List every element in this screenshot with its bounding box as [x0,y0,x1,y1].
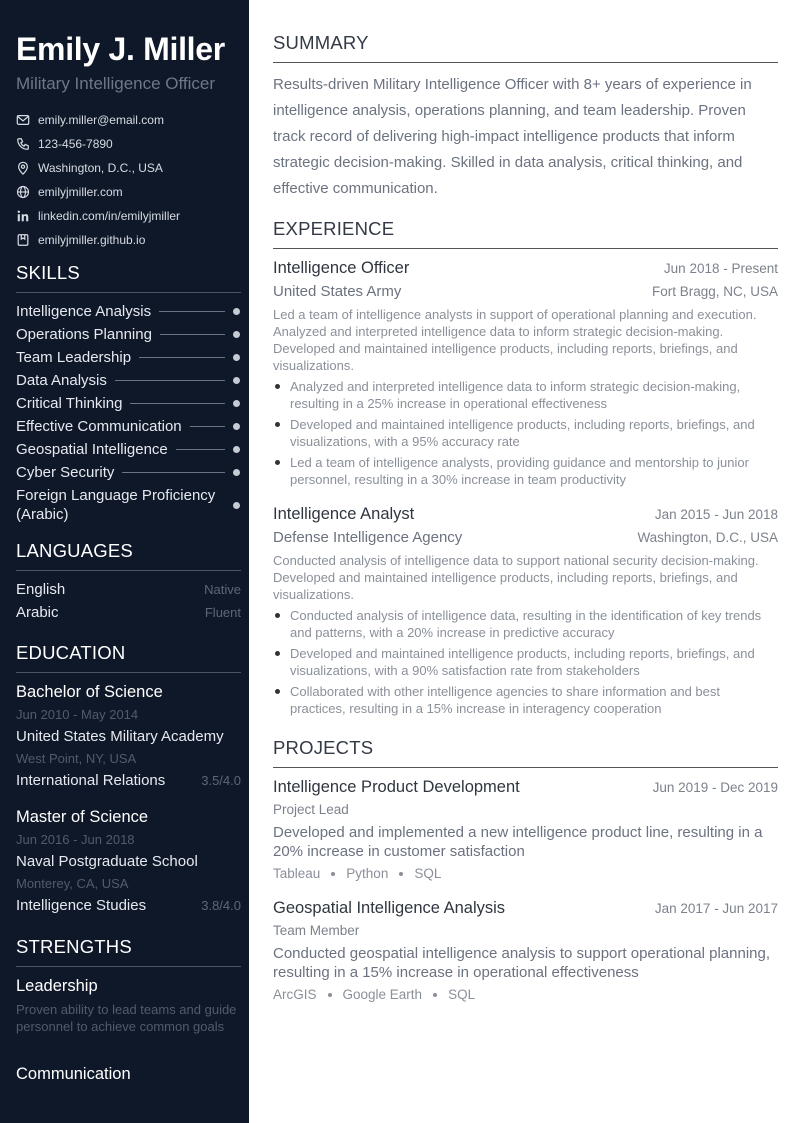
skill-label: Effective Communication [16,418,182,435]
education-item [16,680,241,792]
skill-label: Operations Planning [16,326,152,343]
language-name: English [16,581,66,598]
strength-name: Leadership [16,977,98,995]
job-location: Washington, D.C., USA [637,530,778,545]
language-name: Arabic [16,604,59,621]
job-bullets [273,378,778,488]
contact-linkedin[interactable] [16,204,241,228]
contact-location-text: Washington, D.C., USA [38,161,163,175]
skill-label: Team Leadership [16,349,132,366]
github-icon [16,233,30,247]
skill-line [190,426,225,427]
education-location: West Point, NY, USA [16,751,137,766]
strength-description: Proven ability to lead teams and guide personnel to achieve common goals [16,1002,237,1034]
project-item [273,896,778,1005]
skill-line [122,472,225,473]
skill-item [16,300,241,323]
language-level: Fluent [204,605,241,620]
job-bullets [273,607,778,717]
job-company: United States Army [273,283,402,300]
job-title: Intelligence Analyst [273,505,415,523]
skill-item [16,461,241,484]
skill-item [16,369,241,392]
project-description: Developed and implemented a new intelligence product line, resulting in a 20% increase in customer satisfaction [273,824,763,860]
education-field-row [16,895,241,917]
education-degree: Bachelor of Science [16,683,163,701]
education-dates: Jun 2016 - Jun 2018 [16,832,135,847]
project-tag: Python [346,866,389,881]
skill-line [130,403,225,404]
tag-separator [433,993,437,997]
education-location: Monterey, CA, USA [16,876,129,891]
skill-line [159,311,225,312]
project-tag: SQL [448,987,476,1002]
language-item [16,601,241,624]
experience-heading: EXPERIENCE [273,218,778,249]
project-tag: Tableau [273,866,321,881]
contact-website-text: emilyjmiller.com [38,185,123,199]
project-title: Intelligence Product Development [273,778,520,796]
skill-item [16,415,241,438]
skill-dot [233,354,240,361]
project-tag: Google Earth [342,987,423,1002]
skill-dot [233,423,240,430]
strength-name: Communication [16,1065,131,1083]
contact-phone-text: 123-456-7890 [38,137,113,151]
project-dates: Jun 2019 - Dec 2019 [652,780,778,795]
project-role: Team Member [273,923,360,938]
project-tag: ArcGIS [273,987,317,1002]
tag-separator [399,872,403,876]
education-field-row [16,770,241,792]
job-bullet: Led a team of intelligence analysts, providing guidance and mentorship to junior personnel, resulting in a 30% increase in team productivity [273,454,778,488]
experience-item [273,502,778,721]
contact-github[interactable] [16,228,241,252]
languages-list [16,578,241,624]
globe-icon [16,185,30,199]
contact-location [16,156,241,180]
skill-label: Intelligence Analysis [16,303,152,320]
skills-heading: SKILLS [16,262,241,293]
skills-list [16,300,241,524]
skill-dot [233,308,240,315]
education-degree: Master of Science [16,808,149,826]
skill-line [115,380,225,381]
education-dates: Jun 2010 - May 2014 [16,707,139,722]
skill-line [139,357,225,358]
skill-item [16,392,241,415]
education-gpa: 3.8/4.0 [201,898,241,913]
tag-separator [328,993,332,997]
education-heading: EDUCATION [16,642,241,673]
job-dates: Jan 2015 - Jun 2018 [654,507,778,522]
skill-item [16,484,241,524]
skill-label: Data Analysis [16,372,107,389]
languages-heading: LANGUAGES [16,540,241,571]
job-location: Fort Bragg, NC, USA [651,284,778,299]
job-bullet: Collaborated with other intelligence agencies to share information and best practices, resulting in a 15% increase in interagency cooperation [273,683,778,717]
contact-phone[interactable] [16,132,241,156]
job-bullet: Developed and maintained intelligence products, including reports, briefings, and visualizations, with a 95% accuracy rate [273,416,778,450]
phone-icon [16,137,30,151]
skill-dot [233,446,240,453]
skill-label: Critical Thinking [16,395,123,412]
skill-line [176,449,225,450]
linkedin-icon [16,209,30,223]
strength-item [16,1062,241,1086]
job-bullet: Developed and maintained intelligence products, including reports, briefings, and visualizations, with a 90% satisfaction rate from stakeholders [273,645,778,679]
contact-github-text: emilyjmiller.github.io [38,233,146,247]
education-field: International Relations [16,772,166,789]
candidate-name: Emily J. Miller [16,31,225,67]
skill-item [16,323,241,346]
skill-label: Foreign Language Proficiency (Arabic) [16,487,216,523]
skill-label: Cyber Security [16,464,115,481]
project-description: Conducted geospatial intelligence analysis to support operational planning, resulting in a 15% increase in operational effectiveness [273,945,771,981]
sidebar [0,0,249,1123]
job-company: Defense Intelligence Agency [273,529,463,546]
location-icon [16,161,30,175]
strength-item [16,974,241,1035]
education-item [16,805,241,917]
job-title: Intelligence Officer [273,259,410,277]
contact-email-text: emily.miller@email.com [38,113,164,127]
strengths-heading: STRENGTHS [16,936,241,967]
project-dates: Jan 2017 - Jun 2017 [654,901,778,916]
education-gpa: 3.5/4.0 [201,773,241,788]
skill-dot [233,331,240,338]
summary-heading: SUMMARY [273,32,778,63]
job-description: Conducted analysis of intelligence data to support national security decision-making. Developed and maintained intelligence products, including reports, briefings, and visualizations. [273,553,759,602]
project-tags [273,985,778,1005]
contact-email[interactable] [16,108,241,132]
contact-linkedin-text: linkedin.com/in/emilyjmiller [38,209,181,223]
project-title: Geospatial Intelligence Analysis [273,899,506,917]
language-level: Native [204,582,241,597]
contact-list [16,108,241,252]
projects-heading: PROJECTS [273,737,778,768]
project-tag: SQL [414,866,442,881]
skill-line [160,334,225,335]
experience-item [273,256,778,492]
education-school: United States Military Academy [16,728,224,745]
skill-item [16,346,241,369]
skill-dot [233,377,240,384]
education-school: Naval Postgraduate School [16,853,198,870]
email-icon [16,113,30,127]
skill-dot [233,502,240,509]
project-role: Project Lead [273,802,349,817]
job-bullet: Analyzed and interpreted intelligence data to inform strategic decision-making, resulting in a 25% increase in operational effectiveness [273,378,778,412]
tag-separator [331,872,335,876]
project-item [273,775,778,884]
contact-website[interactable] [16,180,241,204]
summary-text: Results-driven Military Intelligence Officer with 8+ years of experience in intelligence analysis, operations planning, and team leadership. Proven track record of delivering high-impact intelligence products that inform strategic decision-making. Skilled in data analysis, critical thinking, and effective communication. [273,76,752,197]
job-bullet: Conducted analysis of intelligence data, resulting in the identification of key trends and patterns, with a 20% increase in predictive accuracy [273,607,778,641]
project-tags [273,864,778,884]
candidate-title: Military Intelligence Officer [16,74,216,93]
job-description: Led a team of intelligence analysts in support of operational planning and execution. Analyzed and interpreted intelligence data to inform strategic decision-making. Developed and maintained intelligence products, including reports, briefings, and visualizations. [273,307,757,373]
skill-dot [233,469,240,476]
skill-dot [233,400,240,407]
job-dates: Jun 2018 - Present [663,261,778,276]
skill-label: Geospatial Intelligence [16,441,168,458]
language-item [16,578,241,601]
skill-item [16,438,241,461]
education-field: Intelligence Studies [16,897,147,914]
